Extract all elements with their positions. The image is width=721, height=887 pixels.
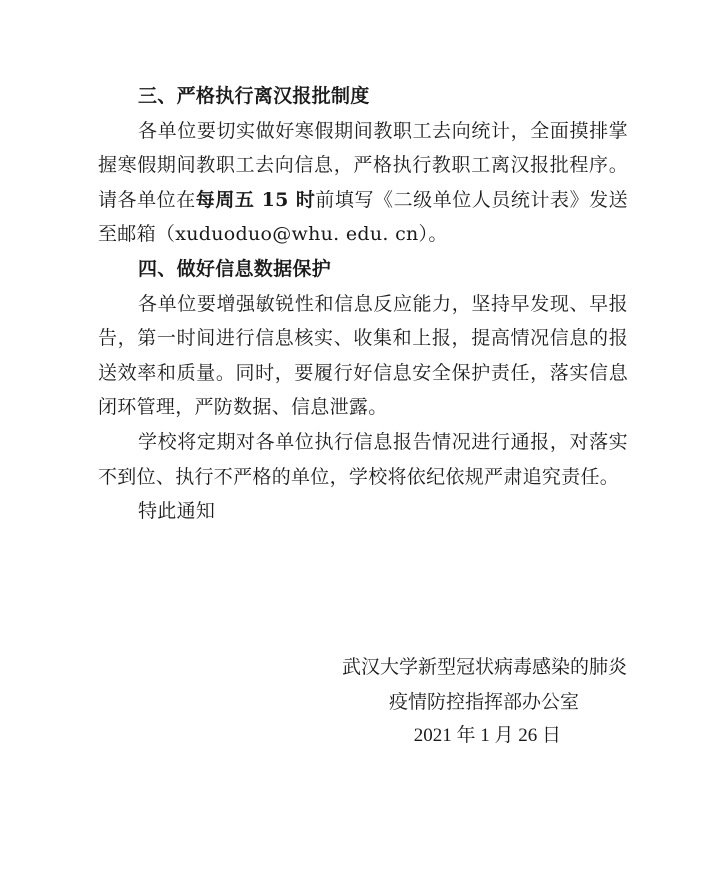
signature-org-line-2: 疫情防控指挥部办公室 [388,690,579,713]
document-body [98,79,628,529]
signature-org-line-1: 武汉大学新型冠状病毒感染的肺炎 [341,656,627,678]
section-4-paragraph: 各单位要增强敏锐性和信息反应能力，坚持早发现、早报告，第一时间进行信息核实、收集和上报，提高情况信息的报送效率和质量。同时，要履行好信息安全保护责任，落实信息闭环管理，严防数据、信息泄露。 [98,292,628,419]
closing-text: 特此通知 [138,500,216,523]
notice-paragraph: 学校将定期对各单位执行信息报告情况进行通报，对落实不到位、执行不严格的单位，学校将依纪依规严肃追究责任。 [98,430,628,488]
section-3-text-end: 前填写《二级单位人员统计表》发送至邮箱（xuduoduo@whu. edu. cn）。 [98,188,628,246]
signature-block [297,650,627,754]
section-3-paragraph [98,114,628,252]
section-3-heading: 三、严格执行离汉报批制度 [138,85,370,107]
section-3-text-start: 各单位要切实做好寒假期间教职工去向统计，全面摸排掌握寒假期间教职工去向信息，严格执行教职工离汉报批程序。请各单位在 [98,119,628,211]
signature-date: 2021 年 1 月 26 日 [413,725,561,747]
section-4-heading: 四、做好信息数据保护 [138,257,332,280]
deadline-emphasis: 每周五 15 时 [195,188,316,211]
